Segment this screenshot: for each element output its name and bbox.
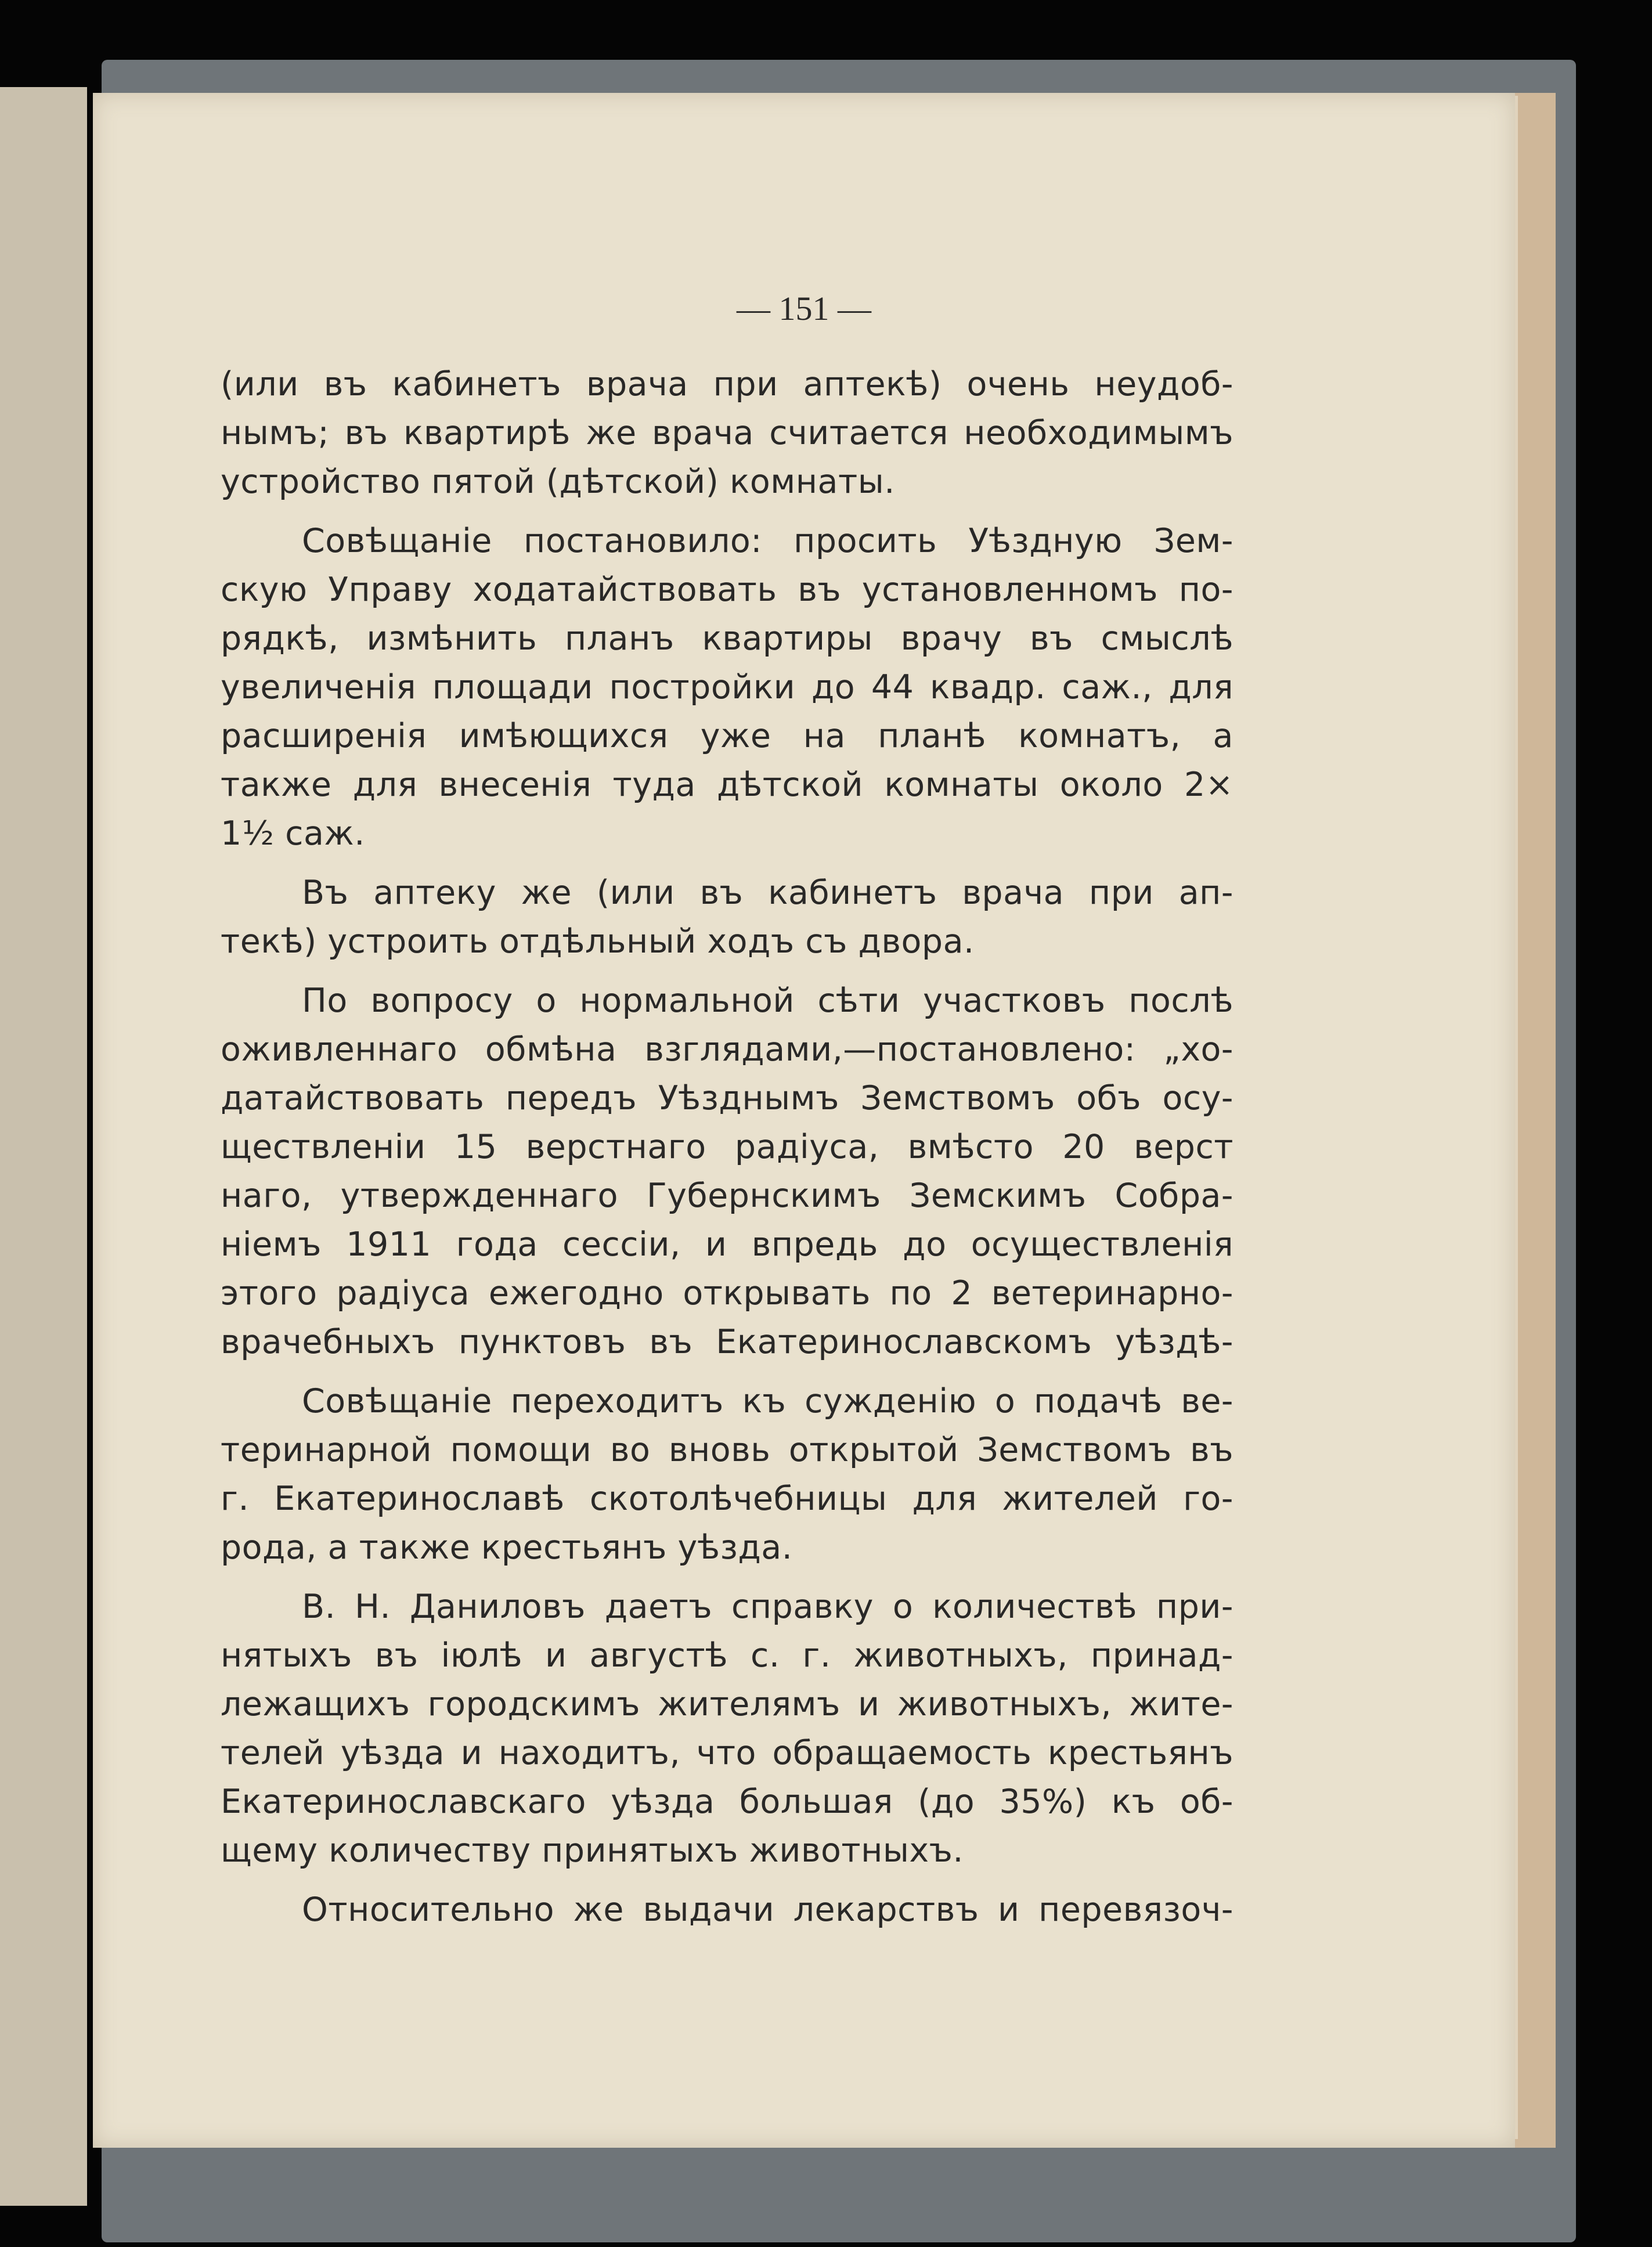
text-line: (или въ кабинетъ врача при аптекѣ) очень неудоб- <box>221 365 1233 403</box>
text-line: щему количеству принятыхъ животныхъ. <box>221 1831 964 1870</box>
text-line: оживленнаго обмѣна взглядами,—постановлено: „хо- <box>221 1030 1233 1069</box>
text-line: врачебныхъ пунктовъ въ Екатеринославскомъ уѣздѣ- <box>221 1323 1233 1361</box>
text-line: Совѣщаніе постановило: просить Уѣздную Зем- <box>302 522 1233 560</box>
book-page <box>93 93 1515 2148</box>
text-line: ществленіи 15 верстнаго радіуса, вмѣсто 20 верст <box>221 1128 1233 1166</box>
text-line: этого радіуса ежегодно открывать по 2 ветеринарно- <box>221 1274 1233 1312</box>
page-number: — 151 — <box>737 290 871 327</box>
text-line: Екатеринославскаго уѣзда большая (до 35%) къ об- <box>221 1783 1233 1821</box>
text-line: нятыхъ въ іюлѣ и августѣ с. г. животныхъ, принад- <box>221 1636 1233 1675</box>
text-line: расширенія имѣющихся уже на планѣ комнатъ, а <box>221 717 1233 755</box>
text-line: увеличенія площади постройки до 44 квадр. саж., для <box>221 668 1233 706</box>
text-line: также для внесенія туда дѣтской комнаты около 2× <box>221 766 1233 804</box>
text-line: Совѣщаніе переходитъ къ сужденію о подачѣ ве- <box>302 1382 1233 1420</box>
text-line: скую Управу ходатайствовать въ установленномъ по- <box>221 571 1233 609</box>
text-line: 1½ саж. <box>221 814 365 853</box>
text-line: теринарной помощи во вновь открытой Земствомъ въ <box>221 1431 1233 1469</box>
text-line: Относительно же выдачи лекарствъ и перевязоч- <box>302 1891 1233 1929</box>
text-line: В. Н. Даниловъ даетъ справку о количествѣ при- <box>302 1588 1233 1626</box>
text-line: рода, а также крестьянъ уѣзда. <box>221 1528 793 1567</box>
left-page-edge <box>0 87 87 2206</box>
text-line: телей уѣзда и находитъ, что обращаемость крестьянъ <box>221 1734 1233 1772</box>
text-line: г. Екатеринославѣ скотолѣчебницы для жителей го- <box>221 1480 1233 1518</box>
text-line: устройство пятой (дѣтской) комнаты. <box>221 463 895 501</box>
text-line: датайствовать передъ Уѣзднымъ Земствомъ объ осу- <box>221 1079 1233 1117</box>
text-line: текѣ) устроить отдѣльный ходъ съ двора. <box>221 922 975 961</box>
text-line: нымъ; въ квартирѣ же врача считается необходимымъ <box>221 414 1233 452</box>
text-line: ніемъ 1911 года сессіи, и впредь до осуществленія <box>221 1225 1233 1264</box>
text-line: Въ аптеку же (или въ кабинетъ врача при ап- <box>302 874 1233 912</box>
page-text <box>221 360 1233 1934</box>
text-line: рядкѣ, измѣнить планъ квартиры врачу въ смыслѣ <box>221 619 1233 658</box>
text-line: лежащихъ городскимъ жителямъ и животныхъ, жите- <box>221 1685 1233 1723</box>
text-line: наго, утвержденнаго Губернскимъ Земскимъ Собра- <box>221 1177 1233 1215</box>
text-line: По вопросу о нормальной сѣти участковъ послѣ <box>302 982 1233 1020</box>
